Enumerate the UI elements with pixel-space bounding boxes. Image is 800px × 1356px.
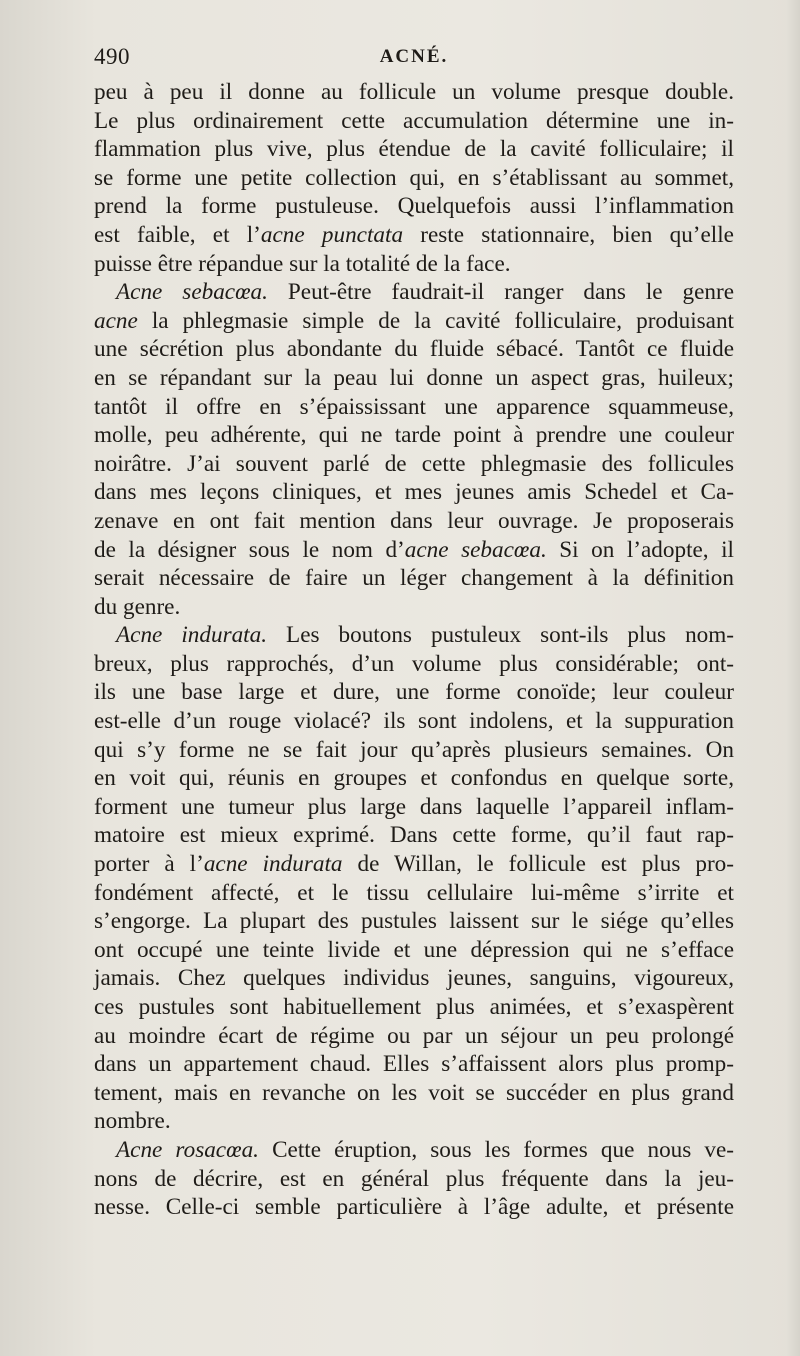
line-text: Cette éruption, sous les formes que nous ve- (258, 1136, 734, 1163)
text-line (94, 879, 734, 908)
text-line (94, 1079, 734, 1108)
text-line (94, 393, 734, 422)
line-text: du genre. (94, 593, 181, 620)
line-text: molle, peu adhérente, qui ne tarde point à prendre une couleur (94, 422, 734, 449)
line-text: est faible, et l’ (94, 221, 261, 248)
text-line (94, 821, 734, 850)
line-text: qui s’y forme ne se fait jour qu’après plusieurs semaines. On (94, 736, 734, 763)
text-line (94, 793, 734, 822)
page-number: 490 (94, 44, 130, 69)
page-edge-shadow (786, 0, 800, 1356)
line-text: forment une tumeur plus large dans laquelle l’appareil inflam- (94, 793, 734, 820)
text-line (94, 335, 734, 364)
italic-term: Acne rosacœa. (116, 1136, 259, 1163)
line-text: ont occupé une teinte livide et une dépression qui ne s’efface (94, 936, 734, 963)
line-text: dans un appartement chaud. Elles s’affaissent alors plus promp- (94, 1051, 734, 1078)
line-text: nombre. (94, 1108, 171, 1135)
text-line (94, 250, 734, 279)
italic-term: Acne indurata. (116, 622, 268, 649)
line-text: serait nécessaire de faire un léger changement à la définition (94, 565, 734, 592)
line-text: en se répandant sur la peau lui donne un aspect gras, huileux; (94, 364, 734, 391)
text-line (94, 536, 734, 565)
text-line (94, 1165, 734, 1194)
line-text: peu à peu il donne au follicule un volume presque double. (94, 79, 734, 105)
text-line (94, 593, 734, 622)
italic-term: acne indurata (203, 851, 343, 878)
text-line (94, 1136, 734, 1165)
text-line (94, 364, 734, 393)
line-text: fondément affecté, et le tissu cellulaire lui-même s’irrite et (94, 879, 734, 906)
text-line (94, 1107, 734, 1136)
line-text: au moindre écart de régime ou par un séjour un peu prolongé (94, 1022, 734, 1049)
line-text: prend la forme pustuleuse. Quelquefois aussi l’inflammation (94, 193, 734, 220)
line-text: de Willan, le follicule est plus pro- (342, 851, 734, 878)
text-line (94, 450, 734, 479)
line-text: Si on l’adopte, il (546, 536, 734, 563)
line-text: puisse être répandue sur la totalité de la face. (94, 250, 511, 277)
italic-term: acne (94, 307, 138, 334)
line-text: breux, plus rapprochés, d’un volume plus considérable; ont- (94, 650, 734, 677)
line-text: Le plus ordinairement cette accumulation détermine une in- (94, 107, 734, 134)
line-text: de la désigner sous le nom d’ (94, 536, 405, 563)
text-line (94, 1022, 734, 1051)
line-text: ces pustules sont habituellement plus animées, et s’exaspèrent (94, 994, 734, 1020)
text-line (94, 421, 734, 450)
text-line (94, 621, 734, 650)
line-text: tantôt il offre en s’épaississant une apparence squammeuse, (94, 393, 734, 420)
text-line (94, 107, 734, 136)
running-head (94, 44, 734, 76)
text-line (94, 650, 734, 679)
line-text: la phlegmasie simple de la cavité folliculaire, produisant (137, 307, 734, 334)
italic-term: Acne sebacœa. (116, 279, 268, 306)
text-line (94, 707, 734, 736)
italic-term: acne punctata (260, 221, 404, 248)
line-text: flammation plus vive, plus étendue de la cavité folliculaire; il (94, 136, 734, 163)
text-line (94, 993, 734, 1022)
text-line (94, 850, 734, 879)
line-text: est-elle d’un rouge violacé? ils sont indolens, et la suppuration (94, 708, 734, 735)
line-text: porter à l’ (94, 851, 204, 878)
text-line (94, 78, 734, 107)
line-text: nesse. Celle-ci semble particulière à l’âge adulte, et présente (94, 1194, 734, 1221)
text-line (94, 192, 734, 221)
text-line (94, 1193, 734, 1222)
line-text: reste stationnaire, bien qu’elle (403, 221, 734, 248)
text-line (94, 221, 734, 250)
line-text: Les boutons pustuleux sont-ils plus nom- (267, 622, 735, 649)
text-line (94, 164, 734, 193)
text-line (94, 907, 734, 936)
line-text: jamais. Chez quelques individus jeunes, sanguins, vigoureux, (94, 965, 734, 992)
text-line (94, 678, 734, 707)
text-line (94, 278, 734, 307)
italic-term: acne sebacœa. (404, 536, 547, 563)
line-text: matoire est mieux exprimé. Dans cette forme, qu’il faut rap- (94, 822, 734, 849)
line-text: dans mes leçons cliniques, et mes jeunes amis Schedel et Ca- (94, 479, 734, 506)
line-text: tement, mais en revanche on les voit se succéder en plus grand (94, 1079, 734, 1106)
text-line (94, 964, 734, 993)
body-text (94, 78, 734, 1222)
line-text: en voit qui, réunis en groupes et confondus en quelque sorte, (94, 765, 734, 792)
line-text: zenave en ont fait mention dans leur ouvrage. Je proposerais (94, 507, 734, 534)
line-text: noirâtre. J’ai souvent parlé de cette phlegmasie des follicules (94, 450, 734, 477)
text-line (94, 564, 734, 593)
line-text: s’engorge. La plupart des pustules laissent sur le siége qu’elles (94, 908, 734, 935)
text-line (94, 307, 734, 336)
line-text: nons de décrire, est en général plus fréquente dans la jeu- (94, 1165, 734, 1192)
text-line (94, 1050, 734, 1079)
line-text: ils une base large et dure, une forme conoïde; leur couleur (94, 679, 734, 706)
text-line (94, 507, 734, 536)
line-text: une sécrétion plus abondante du fluide sébacé. Tantôt ce fluide (94, 336, 734, 363)
text-line (94, 135, 734, 164)
line-text: Peut-être faudrait-il ranger dans le genre (267, 279, 734, 306)
text-line (94, 936, 734, 965)
line-text: se forme une petite collection qui, en s’établissant au sommet, (94, 164, 734, 191)
running-title: ACNÉ. (379, 46, 449, 67)
text-line (94, 736, 734, 765)
text-line (94, 478, 734, 507)
text-line (94, 764, 734, 793)
